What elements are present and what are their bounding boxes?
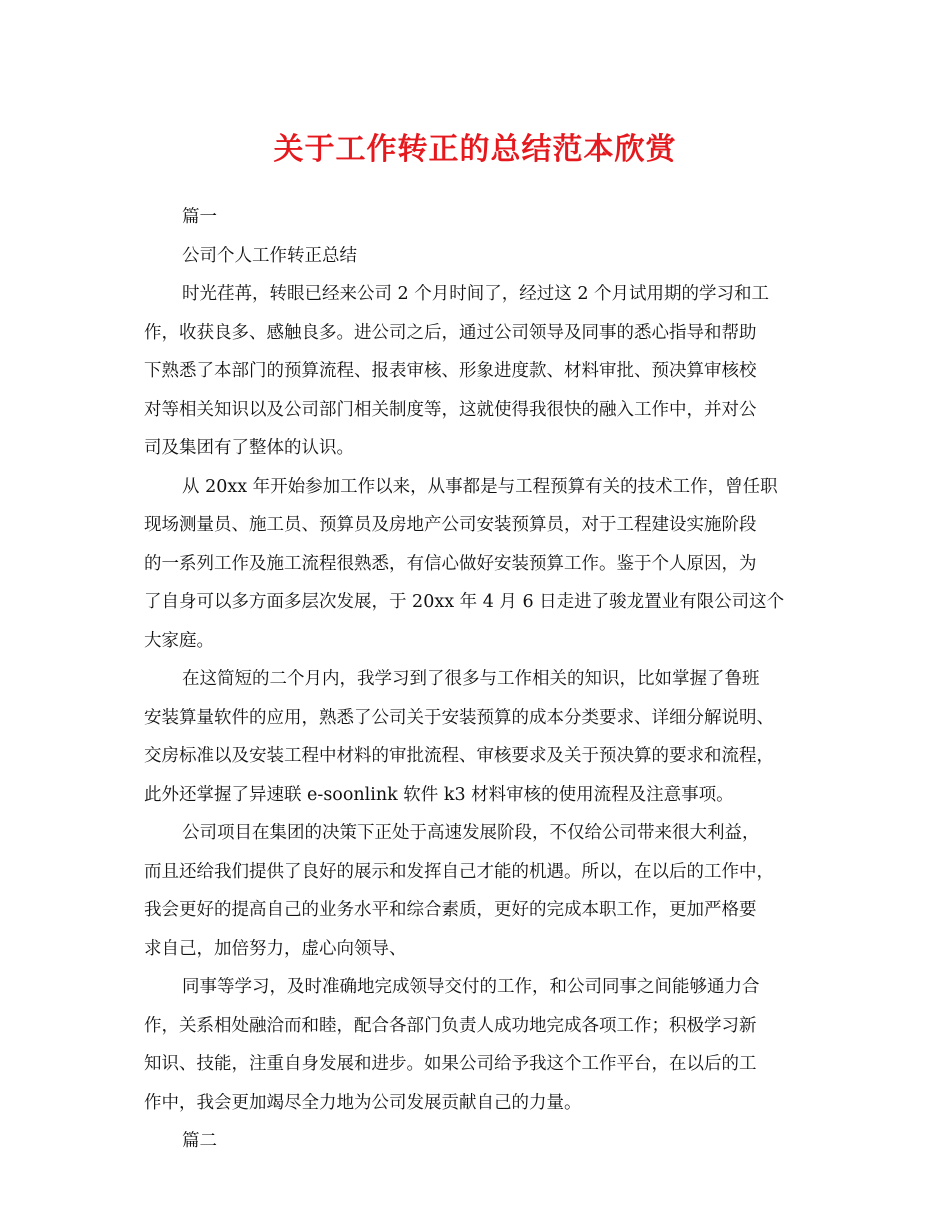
document-body [144,198,812,1161]
paragraph-line: 求自己，加倍努力，虚心向领导、 [144,938,407,959]
paragraph-line: 安装算量软件的应用，熟悉了公司关于安装预算的成本分类要求、详细分解说明、 [144,707,774,728]
paragraph-line: 我会更好的提高自己的业务水平和综合素质，更好的完成本职工作，更加严格要 [144,900,757,920]
paragraph-line: 的一系列工作及施工流程很熟悉，有信心做好安装预算工作。鉴于个人原因，为 [144,553,757,574]
paragraph-line: 了自身可以多方面多层次发展，于 20xx 年 4 月 6 日走进了骏龙置业有限公司这个 [144,592,785,612]
paragraph-line: 对等相关知识以及公司部门相关制度等，这就使得我很快的融入工作中，并对公 [144,399,757,420]
paragraph-line: 作，关系相处融洽而和睦，配合各部门负责人成功地完成各项工作；积极学习新 [144,1015,757,1036]
subtitle: 公司个人工作转正总结 [182,245,357,266]
paragraph-line: 同事等学习，及时准确地完成领导交付的工作，和公司同事之间能够通力合 [182,977,760,997]
paragraph-line: 从 20xx 年开始参加工作以来，从事都是与工程预算有关的技术工作，曾任职 [182,476,778,497]
paragraph-line: 知识、技能，注重自身发展和进步。如果公司给予我这个工作平台，在以后的工 [144,1054,757,1074]
paragraph-line: 作中，我会更加竭尽全力地为公司发展贡献自己的力量。 [144,1092,582,1113]
paragraph-line: 而且还给我们提供了良好的展示和发挥自己才能的机遇。所以，在以后的工作中， [144,861,774,882]
paragraph-line: 时光荏苒，转眼已经来公司 2 个月时间了，经过这 2 个月试用期的学习和工 [182,284,770,304]
paragraph-line: 司及集团有了整体的认识。 [144,438,354,458]
paragraph-line: 公司项目在集团的决策下正处于高速发展阶段，不仅给公司带来很大利益， [182,823,760,843]
paragraph-line: 此外还掌握了异速联 e-soonlink 软件 k3 材料审核的使用流程及注意事项。 [144,784,734,805]
paragraph-line: 大家庭。 [144,630,214,651]
section-heading: 篇二 [182,1131,217,1151]
paragraph-line: 在这简短的二个月内，我学习到了很多与工作相关的知识，比如掌握了鲁班 [182,669,760,689]
paragraph-line: 现场测量员、施工员、预算员及房地产公司安装预算员，对于工程建设实施阶段 [144,515,757,535]
paragraph-line: 交房标准以及安装工程中材料的审批流程、审核要求及关于预决算的要求和流程， [144,746,774,766]
section-heading: 篇一 [182,207,217,227]
document-title: 关于工作转正的总结范本欣赏 [273,132,677,167]
paragraph-line: 下熟悉了本部门的预算流程、报表审核、形象进度款、材料审批、预决算审核校 [144,361,757,381]
paragraph-line: 作，收获良多、感触良多。进公司之后，通过公司领导及同事的悉心指导和帮助 [144,322,757,343]
